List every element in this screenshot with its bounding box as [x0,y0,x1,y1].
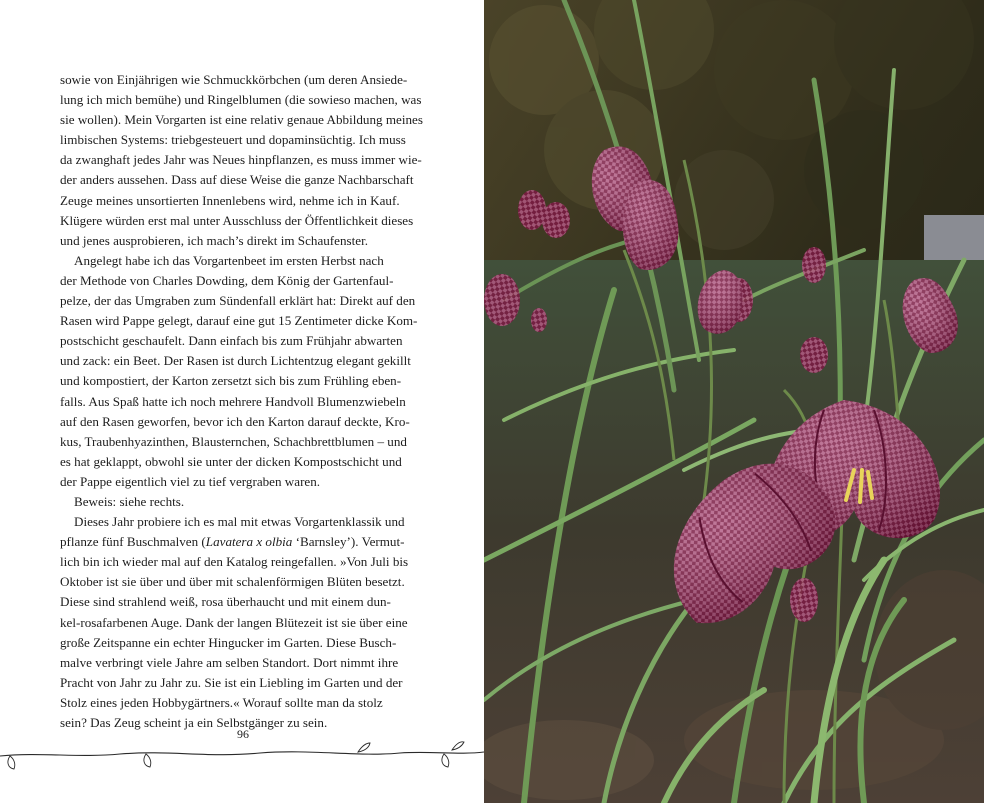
paragraph-3 [60,492,426,512]
text-line: Beweis: siehe rechts. [74,493,185,509]
text-line: sie wollen). Mein Vorgarten ist eine relativ genaue Abbildung meines [60,112,423,128]
text-page [0,0,484,803]
text-line: limbischen Systems: triebgesteuert und dopaminsüchtig. Ich muss [60,132,406,148]
text-line: Pracht von Jahr zu Jahr zu. Sie ist ein Liebling im Garten und der [60,674,403,690]
text-line: Stolz eines jeden Hobbygärtners.« Worauf sollte man da stolz [60,694,383,710]
paragraph-1 [60,70,426,251]
text-line: Dieses Jahr probiere ich es mal mit etwas Vorgartenklassik und [74,514,405,530]
text-line: sein? Das Zeug scheint ja ein Selbstgänger zu sein. [60,715,328,730]
text-line: es hat geklappt, obwohl sie unter der dicken Kompostschicht und [60,453,402,469]
text-line: lung ich mich bemühe) und Ringelblumen (die sowieso machen, was [60,92,422,108]
text-line: Klügere würden erst mal unter Ausschluss der Öffentlichkeit dieses [60,212,414,228]
text-line: kus, Traubenhyazinthen, Blausternchen, Schachbrettblumen – und [60,433,407,449]
text-line: Rasen wird Pappe gelegt, darauf eine gut 15 Zentimeter dicke Kom- [60,313,418,329]
text-line: Oktober ist sie über und über mit schalenförmigen Blüten besetzt. [60,574,405,590]
text-line: und kompostiert, der Karton zersetzt sich bis zum Frühling eben- [60,373,402,389]
text-line: Diese sind strahlend weiß, rosa überhaucht und mit einem dun- [60,594,391,610]
text-line: postschicht geschaufelt. Dann einfach bis zum Frühjahr abwarten [60,333,403,349]
text-line: der anders aussehen. Dass auf diese Weise die ganze Nachbarschaft [60,172,414,188]
text-line: da zwanghaft jedes Jahr was Neues hinpflanzen, es muss immer wie- [60,152,422,168]
text-line: der Methode von Charles Dowding, dem König der Gartenfaul- [60,272,394,288]
fritillaria-photo [484,0,984,803]
vine-ornament-icon [0,738,484,778]
text-line: malve verbringt viele Jahre am selben Standort. Dort nimmt ihre [60,654,399,670]
paragraph-4 [60,512,426,733]
body-text [60,70,426,733]
text-line: und zack: ein Beet. Der Rasen ist durch Lichtentzug elegant gekillt [60,353,411,369]
text-line: kel-rosafarbenen Auge. Dank der langen Blütezeit ist sie über eine [60,614,408,630]
text-line: und jenes ausprobieren, ich mach’s direkt im Schaufenster. [60,232,368,248]
text-line: Zeuge meines unsortierten Innenlebens wird, nehme ich in Kauf. [60,192,400,208]
text-line: Angelegt habe ich das Vorgartenbeet im ersten Herbst nach [74,252,384,268]
text-line: auf den Rasen geworfen, bevor ich den Karton darauf deckte, Kro- [60,413,410,429]
text-line: sowie von Einjährigen wie Schmuckkörbchen (um deren Ansiede- [60,72,408,87]
text-line: pflanze fünf Buschmalven (Lavatera x olbia ‘Barnsley’). Vermut- [60,534,405,550]
text-line: pelze, der das Umgraben zum Sündenfall erklärt hat: Direkt auf den [60,293,416,309]
text-line: der Pappe eigentlich viel zu tief vergraben waren. [60,473,321,489]
paragraph-2 [60,251,426,492]
text-line: große Zeitspanne ein echter Hingucker im Garten. Diese Busch- [60,634,397,650]
text-line: falls. Aus Spaß hatte ich noch mehrere Handvoll Blumenzwiebeln [60,393,406,409]
page-number: 96 [237,727,249,741]
text-line: lich bin ich wieder mal auf den Katalog reingefallen. »Von Juli bis [60,554,409,570]
